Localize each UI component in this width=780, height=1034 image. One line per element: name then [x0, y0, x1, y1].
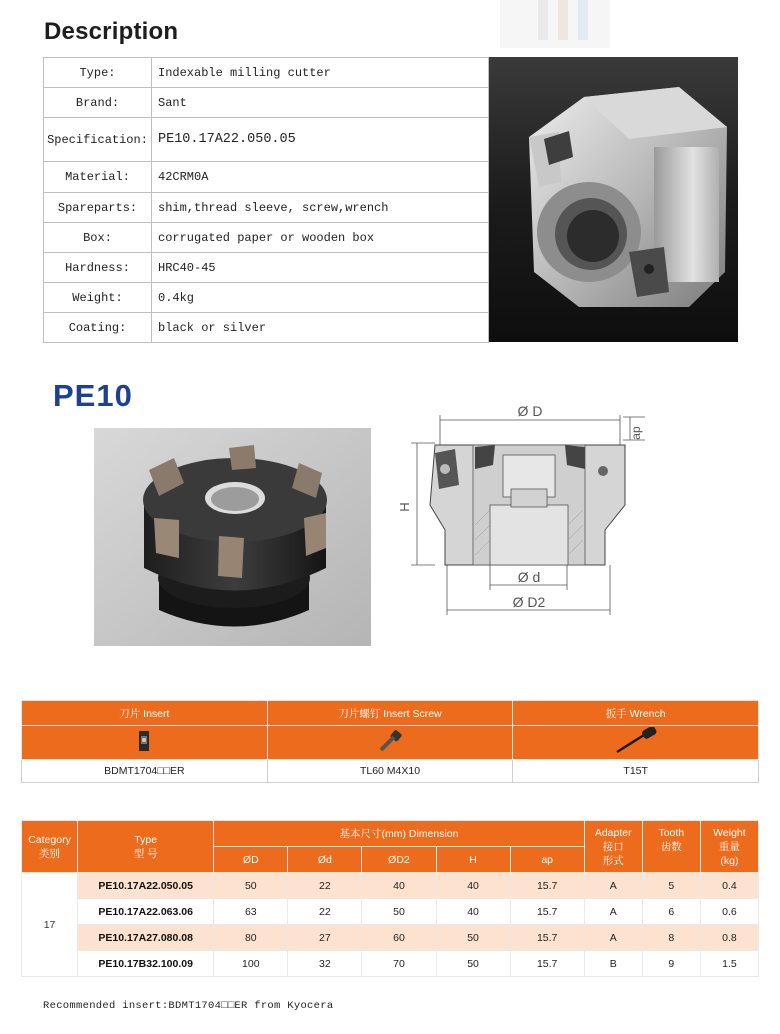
wrench-icon — [612, 727, 660, 755]
insert-screw-value: TL60 M4X10 — [267, 760, 513, 783]
cell-adapter: A — [584, 873, 642, 899]
spec-key: Material: — [44, 162, 152, 193]
recommended-insert-note: Recommended insert:BDMT1704□□ER from Kyocera — [43, 1000, 334, 1012]
col-header-d: Ød — [288, 847, 362, 873]
cell-tooth: 9 — [642, 951, 700, 977]
model-cell: PE10.17A22.050.05 — [78, 873, 214, 899]
tooth-header: Tooth 齿数 — [642, 821, 700, 873]
spec-value: black or silver — [152, 313, 489, 343]
cell-weight: 0.6 — [700, 899, 758, 925]
spec-row-coating — [44, 313, 489, 343]
cell-d: 22 — [288, 873, 362, 899]
model-cell: PE10.17B32.100.09 — [78, 951, 214, 977]
cell-H: 50 — [436, 925, 510, 951]
cell-D2: 70 — [362, 951, 436, 977]
cell-weight: 1.5 — [700, 951, 758, 977]
category-value: 17 — [22, 873, 78, 977]
spec-key: Box: — [44, 223, 152, 253]
accessories-value-row — [22, 760, 759, 783]
accessories-icon-row — [22, 726, 759, 760]
silver-cutter-photo — [489, 57, 738, 342]
col-header-H: H — [436, 847, 510, 873]
cell-H: 40 — [436, 873, 510, 899]
series-logo: PE10 — [53, 378, 133, 413]
cell-D2: 50 — [362, 899, 436, 925]
spec-row-box — [44, 223, 489, 253]
spec-table — [43, 57, 489, 343]
dimension-table — [21, 820, 759, 977]
spec-value: 0.4kg — [152, 283, 489, 313]
spec-value: corrugated paper or wooden box — [152, 223, 489, 253]
spec-value: HRC40-45 — [152, 253, 489, 283]
spec-row-specification — [44, 118, 489, 162]
table-row — [22, 951, 759, 977]
drawing-label-od: Ø D — [517, 405, 543, 419]
cell-ap: 15.7 — [510, 873, 584, 899]
insert-screw-cell — [267, 726, 513, 760]
cell-D: 50 — [214, 873, 288, 899]
cell-d: 22 — [288, 899, 362, 925]
cell-weight: 0.4 — [700, 873, 758, 899]
spec-row-type — [44, 58, 489, 88]
category-header-cn: 类别 — [39, 847, 61, 860]
cell-D: 63 — [214, 899, 288, 925]
col-header-D2: ØD2 — [362, 847, 436, 873]
cell-ap: 15.7 — [510, 899, 584, 925]
cell-tooth: 6 — [642, 899, 700, 925]
spec-value: Sant — [152, 88, 489, 118]
insert-cell — [22, 726, 268, 760]
cell-ap: 15.7 — [510, 925, 584, 951]
spec-row-brand — [44, 88, 489, 118]
black-cutter-photo — [94, 428, 371, 646]
table-row — [22, 899, 759, 925]
cell-D: 80 — [214, 925, 288, 951]
spec-key: Type: — [44, 58, 152, 88]
cell-d: 27 — [288, 925, 362, 951]
adapter-header: Adapter 接口 形式 — [584, 821, 642, 873]
dimension-drawing — [395, 405, 655, 620]
insert-icon — [137, 730, 151, 752]
cell-tooth: 8 — [642, 925, 700, 951]
cell-weight: 0.8 — [700, 925, 758, 951]
accessories-table — [21, 700, 759, 783]
dimension-group-header: 基本尺寸(mm) Dimension — [214, 821, 584, 847]
drawing-label-ap: ap — [629, 426, 643, 440]
cell-H: 40 — [436, 899, 510, 925]
cell-tooth: 5 — [642, 873, 700, 899]
brand-watermark — [418, 0, 613, 50]
spec-key: Weight: — [44, 283, 152, 313]
drawing-label-d: Ø d — [517, 569, 541, 585]
spec-key: Spareparts: — [44, 193, 152, 223]
spec-row-hardness — [44, 253, 489, 283]
spec-key: Hardness: — [44, 253, 152, 283]
spec-value: shim,thread sleeve, screw,wrench — [152, 193, 489, 223]
category-header — [22, 821, 78, 873]
type-header-en: Type — [134, 833, 158, 846]
cell-adapter: A — [584, 899, 642, 925]
wrench-value: T15T — [513, 760, 759, 783]
accessories-header-row — [22, 701, 759, 726]
spec-key: Coating: — [44, 313, 152, 343]
insert-value: BDMT1704□□ER — [22, 760, 268, 783]
cell-adapter: B — [584, 951, 642, 977]
table-row — [22, 925, 759, 951]
type-header — [78, 821, 214, 873]
model-cell: PE10.17A27.080.08 — [78, 925, 214, 951]
category-header-en: Category — [28, 833, 71, 846]
header-insert: 刀片 Insert — [22, 701, 268, 726]
header-insert-screw: 刀片螺钉 Insert Screw — [267, 701, 513, 726]
drawing-label-d2: Ø D2 — [512, 594, 546, 610]
spec-value: PE10.17A22.050.05 — [152, 118, 489, 162]
spec-key: Brand: — [44, 88, 152, 118]
col-header-D: ØD — [214, 847, 288, 873]
type-header-cn: 型 号 — [133, 847, 158, 860]
drawing-label-h: H — [397, 502, 412, 512]
model-cell: PE10.17A22.063.06 — [78, 899, 214, 925]
description-title: Description — [44, 18, 179, 45]
wrench-cell — [513, 726, 759, 760]
cell-ap: 15.7 — [510, 951, 584, 977]
spec-row-material — [44, 162, 489, 193]
cell-D: 100 — [214, 951, 288, 977]
spec-value: 42CRM0A — [152, 162, 489, 193]
table-row — [22, 873, 759, 899]
weight-header: Weight 重量 (kg) — [700, 821, 758, 873]
header-wrench: 扳手 Wrench — [513, 701, 759, 726]
cell-d: 32 — [288, 951, 362, 977]
cell-D2: 40 — [362, 873, 436, 899]
cell-D2: 60 — [362, 925, 436, 951]
spec-row-weight — [44, 283, 489, 313]
spec-row-spareparts — [44, 193, 489, 223]
dimension-header-row-1 — [22, 821, 759, 847]
col-header-ap: ap — [510, 847, 584, 873]
spec-value: Indexable milling cutter — [152, 58, 489, 88]
screw-icon — [376, 728, 404, 754]
cell-adapter: A — [584, 925, 642, 951]
spec-key: Specification: — [44, 118, 152, 162]
cell-H: 50 — [436, 951, 510, 977]
